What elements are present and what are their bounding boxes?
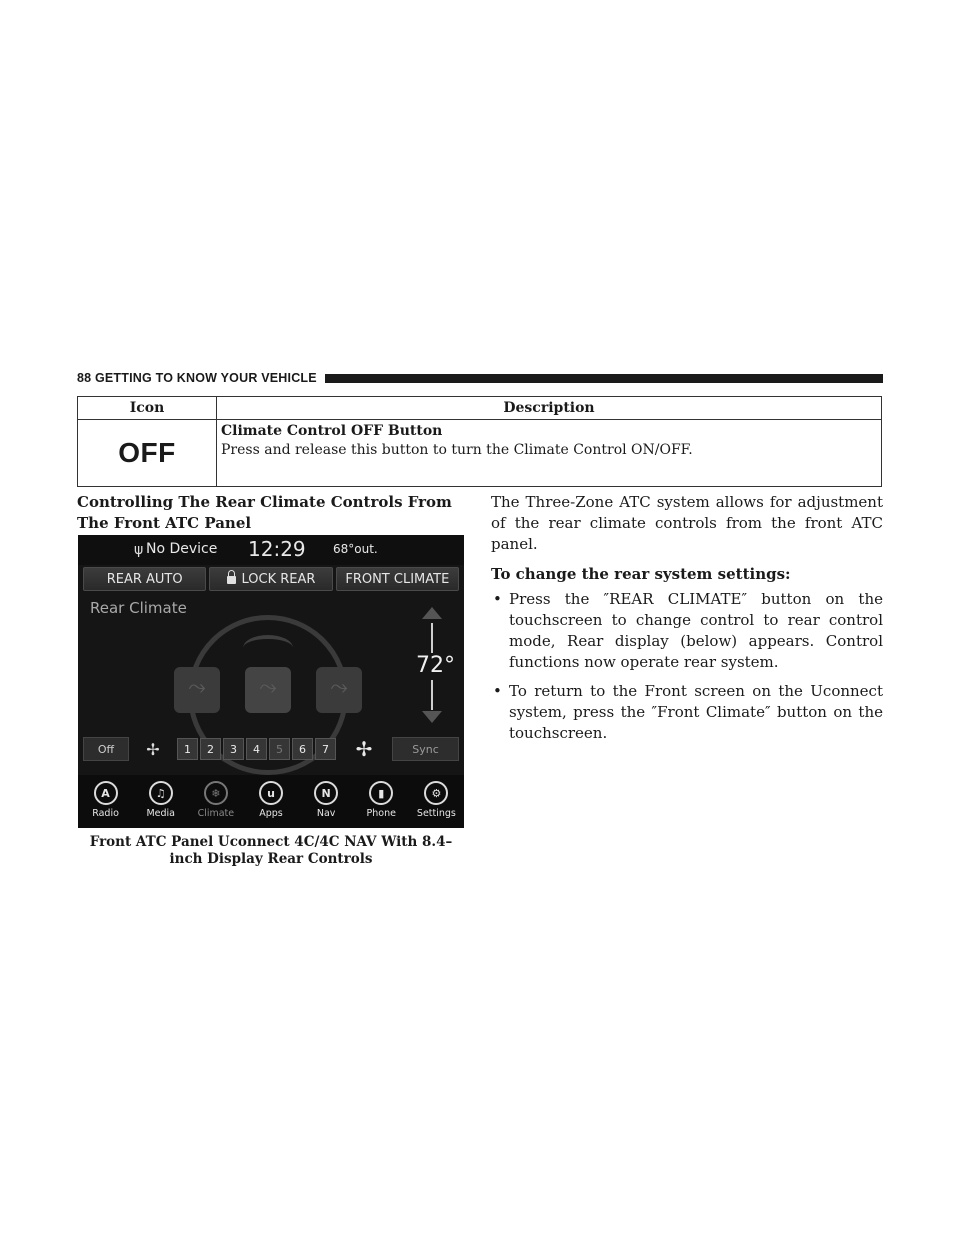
- lock-icon: [227, 576, 236, 584]
- fan-low-icon: ✢: [146, 739, 160, 759]
- outside-temperature: 68°out.: [333, 542, 378, 556]
- nav-label: Settings: [416, 808, 456, 819]
- radio-icon: A: [94, 781, 118, 805]
- airflow-wave-icon: [243, 635, 293, 661]
- rear-climate-label: Rear Climate: [90, 599, 187, 617]
- uconnect-screen-image: [78, 535, 464, 828]
- usb-icon: ψ: [134, 542, 144, 558]
- right-column: [491, 492, 883, 752]
- nav-item-climate: [188, 775, 243, 828]
- nav-label: Climate: [197, 808, 235, 819]
- nav-item-nav: [299, 775, 354, 828]
- nav-label: Phone: [366, 808, 396, 819]
- temperature-value: 72°: [416, 653, 455, 678]
- temperature-slider-line: [431, 623, 433, 653]
- list-item: • Press the ″REAR CLIMATE″ button on the touchscreen to change control to rear control mode, Rear display (below) appears. Control functions now operate rear system.: [491, 589, 883, 673]
- settings-icon: ⚙: [424, 781, 448, 805]
- sync-button: Sync: [392, 737, 459, 761]
- nav-item-radio: [78, 775, 133, 828]
- nav-label: Radio: [92, 808, 119, 819]
- nav-item-media: [133, 775, 188, 828]
- fan-speed-6: 6: [292, 738, 313, 760]
- intro-paragraph: The Three-Zone ATC system allows for adjustment of the rear climate controls from the front ATC panel.: [491, 493, 883, 553]
- nav-icon: N: [314, 781, 338, 805]
- description-body: Press and release this button to turn the Climate Control ON/OFF.: [221, 442, 693, 458]
- nav-item-phone: [354, 775, 409, 828]
- bottom-nav-bar: [78, 775, 464, 828]
- seat-center-icon: ⤳: [245, 667, 291, 713]
- fan-speed-2: 2: [200, 738, 221, 760]
- rear-auto-button: REAR AUTO: [83, 567, 206, 591]
- clock: 12:29: [248, 537, 306, 561]
- instruction-list: [491, 589, 883, 744]
- description-title: Climate Control OFF Button: [221, 423, 443, 439]
- nav-label: Media: [146, 808, 175, 819]
- fan-off-button: Off: [83, 737, 129, 761]
- climate-icon: ❄: [204, 781, 228, 805]
- seat-right-icon: ⤳: [316, 667, 362, 713]
- list-item: • To return to the Front screen on the Uconnect system, press the ″Front Climate″ button on the touchscreen.: [491, 681, 883, 744]
- apps-icon: u: [259, 781, 283, 805]
- header-rule: [325, 374, 883, 383]
- figure-caption: Front ATC Panel Uconnect 4C/4C NAV With 8.4–inch Display Rear Controls: [89, 834, 453, 867]
- seat-left-icon: ⤳: [174, 667, 220, 713]
- fan-speed-7: 7: [315, 738, 336, 760]
- description-cell: [217, 420, 882, 487]
- status-bar: [78, 535, 464, 565]
- fan-high-icon: ✢: [355, 737, 373, 761]
- section-title: Controlling The Rear Climate Controls From The Front ATC Panel: [77, 493, 452, 532]
- phone-icon: ▮: [369, 781, 393, 805]
- fan-speed-1: 1: [177, 738, 198, 760]
- icon-description-table: [77, 396, 882, 487]
- temperature-up-icon: [422, 607, 442, 619]
- nav-item-settings: [409, 775, 464, 828]
- column-header-description: Description: [217, 397, 882, 420]
- fan-speed-4: 4: [246, 738, 267, 760]
- temperature-down-icon: [422, 711, 442, 723]
- nav-item-apps: [243, 775, 298, 828]
- table-row: [78, 420, 882, 487]
- column-header-icon: Icon: [78, 397, 217, 420]
- fan-control-row: [83, 737, 459, 761]
- fan-speed-list: [177, 738, 336, 760]
- off-icon-cell: [78, 420, 217, 487]
- device-status: No Device: [146, 541, 218, 557]
- nav-label: Apps: [259, 808, 283, 819]
- instructions-subhead: To change the rear system settings:: [491, 565, 791, 583]
- media-icon: ♫: [149, 781, 173, 805]
- page-header-text: 88 GETTING TO KNOW YOUR VEHICLE: [77, 371, 317, 385]
- fan-speed-3: 3: [223, 738, 244, 760]
- temperature-slider-line: [431, 680, 433, 710]
- climate-mode-buttons: [83, 567, 459, 591]
- front-climate-button: FRONT CLIMATE: [336, 567, 459, 591]
- nav-label: Nav: [316, 808, 336, 819]
- off-button-icon: OFF: [118, 437, 176, 468]
- lock-rear-button: LOCK REAR: [209, 567, 332, 591]
- fan-speed-5: 5: [269, 738, 290, 760]
- page-header: [77, 370, 883, 386]
